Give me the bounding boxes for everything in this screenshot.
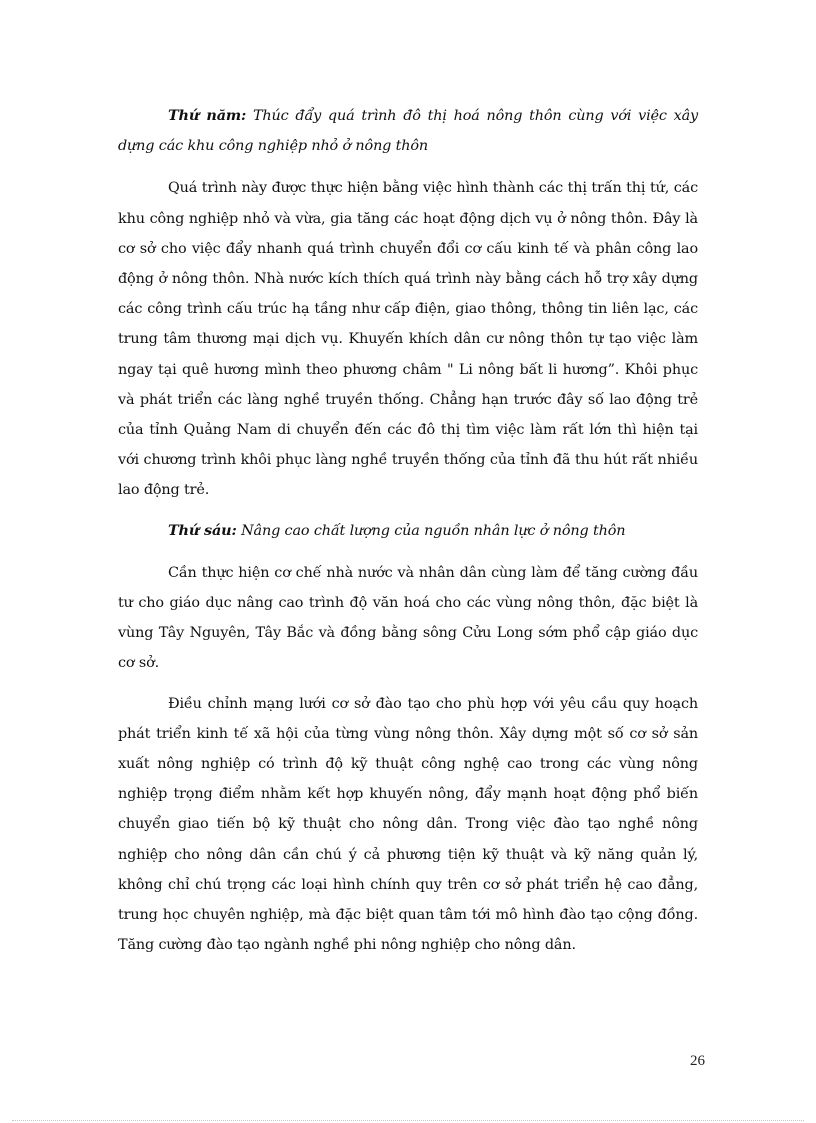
paragraph-text: Quá trình này được thực hiện bằng việc hình thành các thị trấn thị tứ, các khu công nghiệp nhỏ và vừa, gia tăng các hoạt động dịch vụ ở nông thôn. Đây là cơ sở cho việc đẩy nhanh quá trình chuyển đổi cơ cấu kinh tế và phân công lao động ở nông thôn. Nhà nước kích thích quá trình này bằng cách hỗ trợ xây dựng các công trình cấu trúc hạ tầng như cấp điện, giao thông, thông tin liên lạc, các trung tâm thương mại dịch vụ. Khuyến khích dân cư nông thôn tự tạo việc làm ngay tại quê hương mình theo phương châm " Li nông bất li hương”. Khôi phục và phát triển các làng nghề truyền thống. Chẳng hạn trước đây số lao động trẻ của tỉnh Quảng Nam di chuyển đến các đô thị tìm việc làm rất lớn thì hiện tại với chương trình khôi phục làng nghề truyền thống của tỉnh đã thu hút rất nhiều lao động trẻ. xyxy=(118,180,698,499)
paragraph-urbanization xyxy=(118,173,698,505)
document-body xyxy=(118,101,698,960)
paragraph-training xyxy=(118,689,698,961)
section-heading-lead: Thứ sáu: xyxy=(168,521,237,539)
paragraph-text: Cần thực hiện cơ chế nhà nước và nhân dân cùng làm để tăng cường đầu tư cho giáo dục nâng cao trình độ văn hoá cho các vùng nông thôn, đặc biệt là vùng Tây Nguyên, Tây Bắc và đồng bằng sông Cửu Long sớm phổ cập giáo dục cơ sở. xyxy=(118,564,698,672)
paragraph-education xyxy=(118,558,698,679)
page-number: 26 xyxy=(690,1053,705,1069)
page-bottom-divider xyxy=(12,1120,804,1121)
section-heading-title: Nâng cao chất lượng của nguồn nhân lực ở nông thôn xyxy=(236,522,626,539)
section-heading-6 xyxy=(118,516,698,546)
section-heading-lead: Thứ năm: xyxy=(168,107,247,124)
paragraph-text: Điều chỉnh mạng lưới cơ sở đào tạo cho phù hợp với yêu cầu quy hoạch phát triển kinh tế xã hội của từng vùng nông thôn. Xây dựng một số cơ sở sản xuất nông nghiệp có trình độ kỹ thuật công nghệ cao trong các vùng nông nghiệp trọng điểm nhằm kết hợp khuyến nông, đẩy mạnh hoạt động phổ biến chuyển giao tiến bộ kỹ thuật cho nông dân. Trong việc đào tạo nghề nông nghiệp cho nông dân cần chú ý cả phương tiện kỹ thuật và kỹ năng quản lý, không chỉ chú trọng các loại hình chính quy trên cơ sở phát triển hệ cao đẳng, trung học chuyên nghiệp, mà đặc biệt quan tâm tới mô hình đào tạo cộng đồng. Tăng cường đào tạo ngành nghề phi nông nghiệp cho nông dân. xyxy=(118,695,698,954)
section-heading-5 xyxy=(118,101,698,161)
section-heading-title: Thúc đẩy quá trình đô thị hoá nông thôn cùng với việc xây dựng các khu công nghiệp nhỏ ở nông thôn xyxy=(118,108,698,155)
